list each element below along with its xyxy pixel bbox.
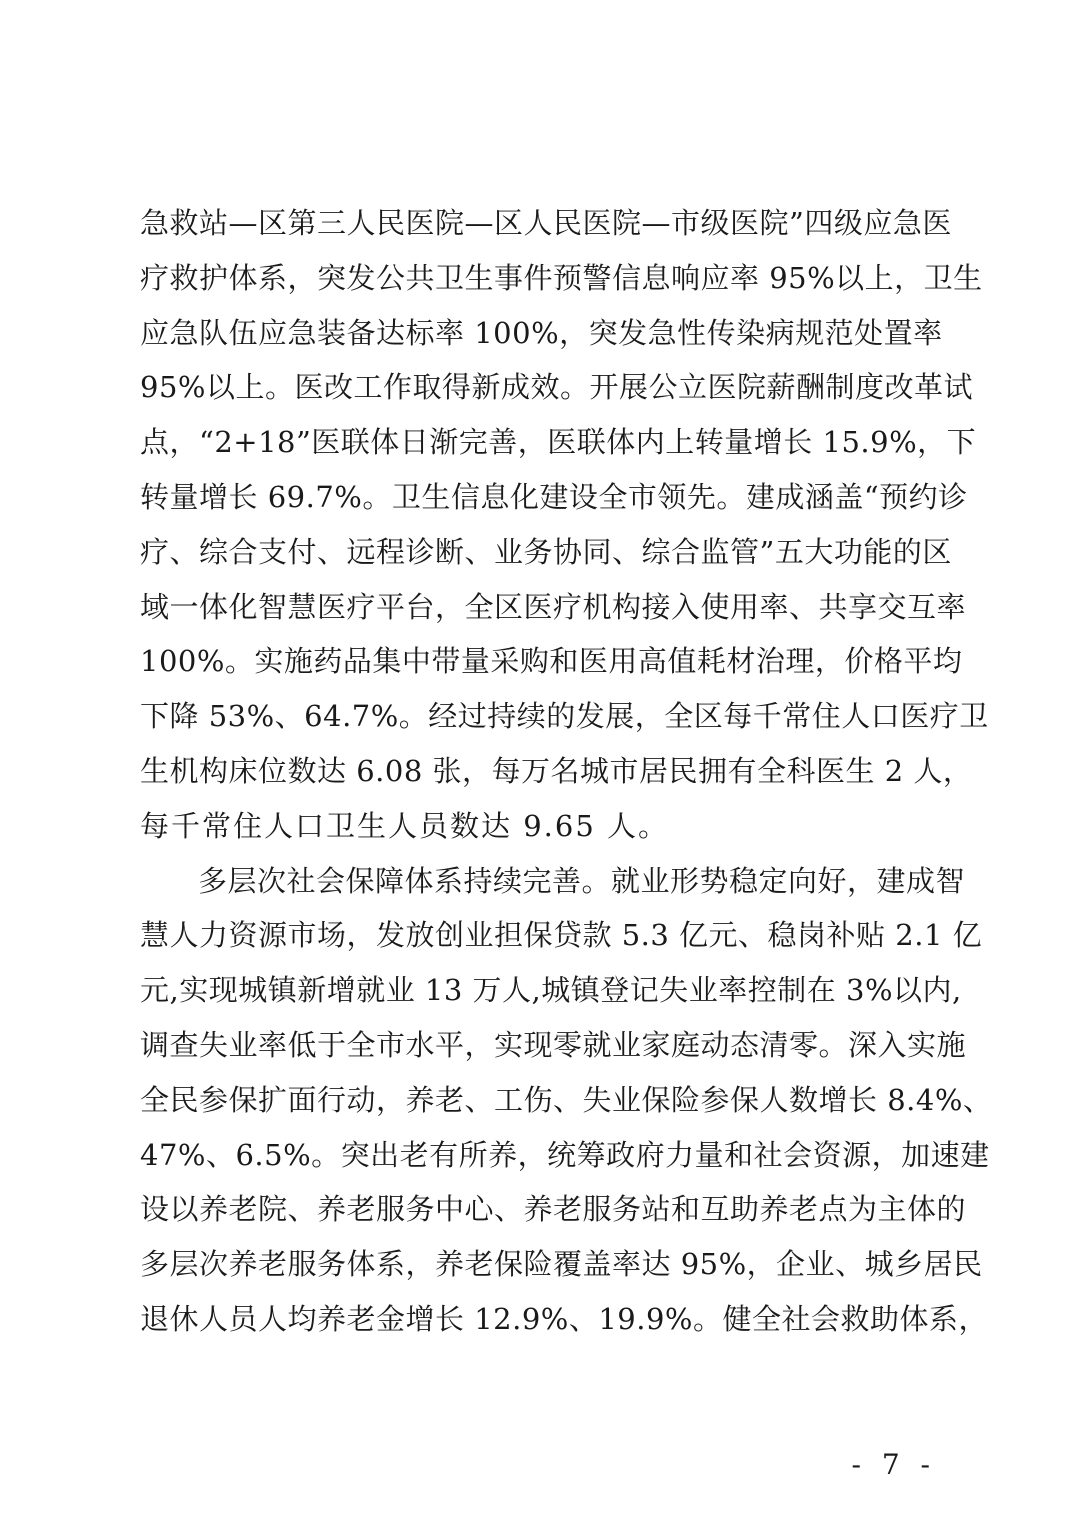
text-line: 设以养老院、养老服务中心、养老服务站和互助养老点为主体的 — [140, 1192, 967, 1227]
text-line: 100%。实施药品集中带量采购和医用高值耗材治理，价格平均 — [140, 644, 963, 679]
text-line: 多层次养老服务体系，养老保险覆盖率达 95%，企业、城乡居民 — [140, 1247, 983, 1282]
text-line: 全民参保扩面行动，养老、工伤、失业保险参保人数增长 8.4%、 — [140, 1082, 993, 1117]
text-line: 多层次社会保障体系持续完善。就业形势稳定向好，建成智 — [198, 863, 966, 898]
text-line: 每千常住人口卫生人员数达 9.65 人。 — [140, 808, 670, 843]
text-line: 慧人力资源市场，发放创业担保贷款 5.3 亿元、稳岗补贴 2.1 亿 — [140, 918, 983, 953]
text-line: 疗、综合支付、远程诊断、业务协同、综合监管”五大功能的区 — [140, 534, 952, 569]
text-line: 域一体化智慧医疗平台，全区医疗机构接入使用率、共享交互率 — [140, 589, 967, 624]
text-line: 急救站—区第三人民医院—区人民医院—市级医院”四级应急医 — [140, 206, 952, 240]
text-line: 点，“2+18”医联体日渐完善，医联体内上转量增长 15.9%，下 — [140, 425, 977, 460]
text-line: 元,实现城镇新增就业 13 万人,城镇登记失业率控制在 3%以内, — [140, 973, 962, 1008]
text-line: 疗救护体系，突发公共卫生事件预警信息响应率 95%以上，卫生 — [140, 260, 983, 295]
paragraph-health — [140, 196, 989, 854]
text-line: 下降 53%、64.7%。经过持续的发展，全区每千常住人口医疗卫 — [140, 699, 989, 734]
text-line: 转量增长 69.7%。卫生信息化建设全市领先。建成涵盖“预约诊 — [140, 479, 968, 514]
text-line: 调查失业率低于全市水平，实现零就业家庭动态清零。深入实施 — [140, 1027, 967, 1062]
page-number: - 7 - — [851, 1448, 936, 1481]
paragraph-social-security — [140, 854, 993, 1347]
text-line: 退休人员人均养老金增长 12.9%、19.9%。健全社会救助体系， — [140, 1301, 988, 1336]
text-line: 47%、6.5%。突出老有所养，统筹政府力量和社会资源，加速建 — [140, 1137, 990, 1172]
document-body — [140, 196, 993, 1347]
text-line: 95%以上。医改工作取得新成效。开展公立医院薪酬制度改革试 — [140, 370, 973, 405]
text-line: 应急队伍应急装备达标率 100%，突发急性传染病规范处置率 — [140, 315, 943, 350]
text-line: 生机构床位数达 6.08 张，每万名城市居民拥有全科医生 2 人， — [140, 753, 973, 788]
